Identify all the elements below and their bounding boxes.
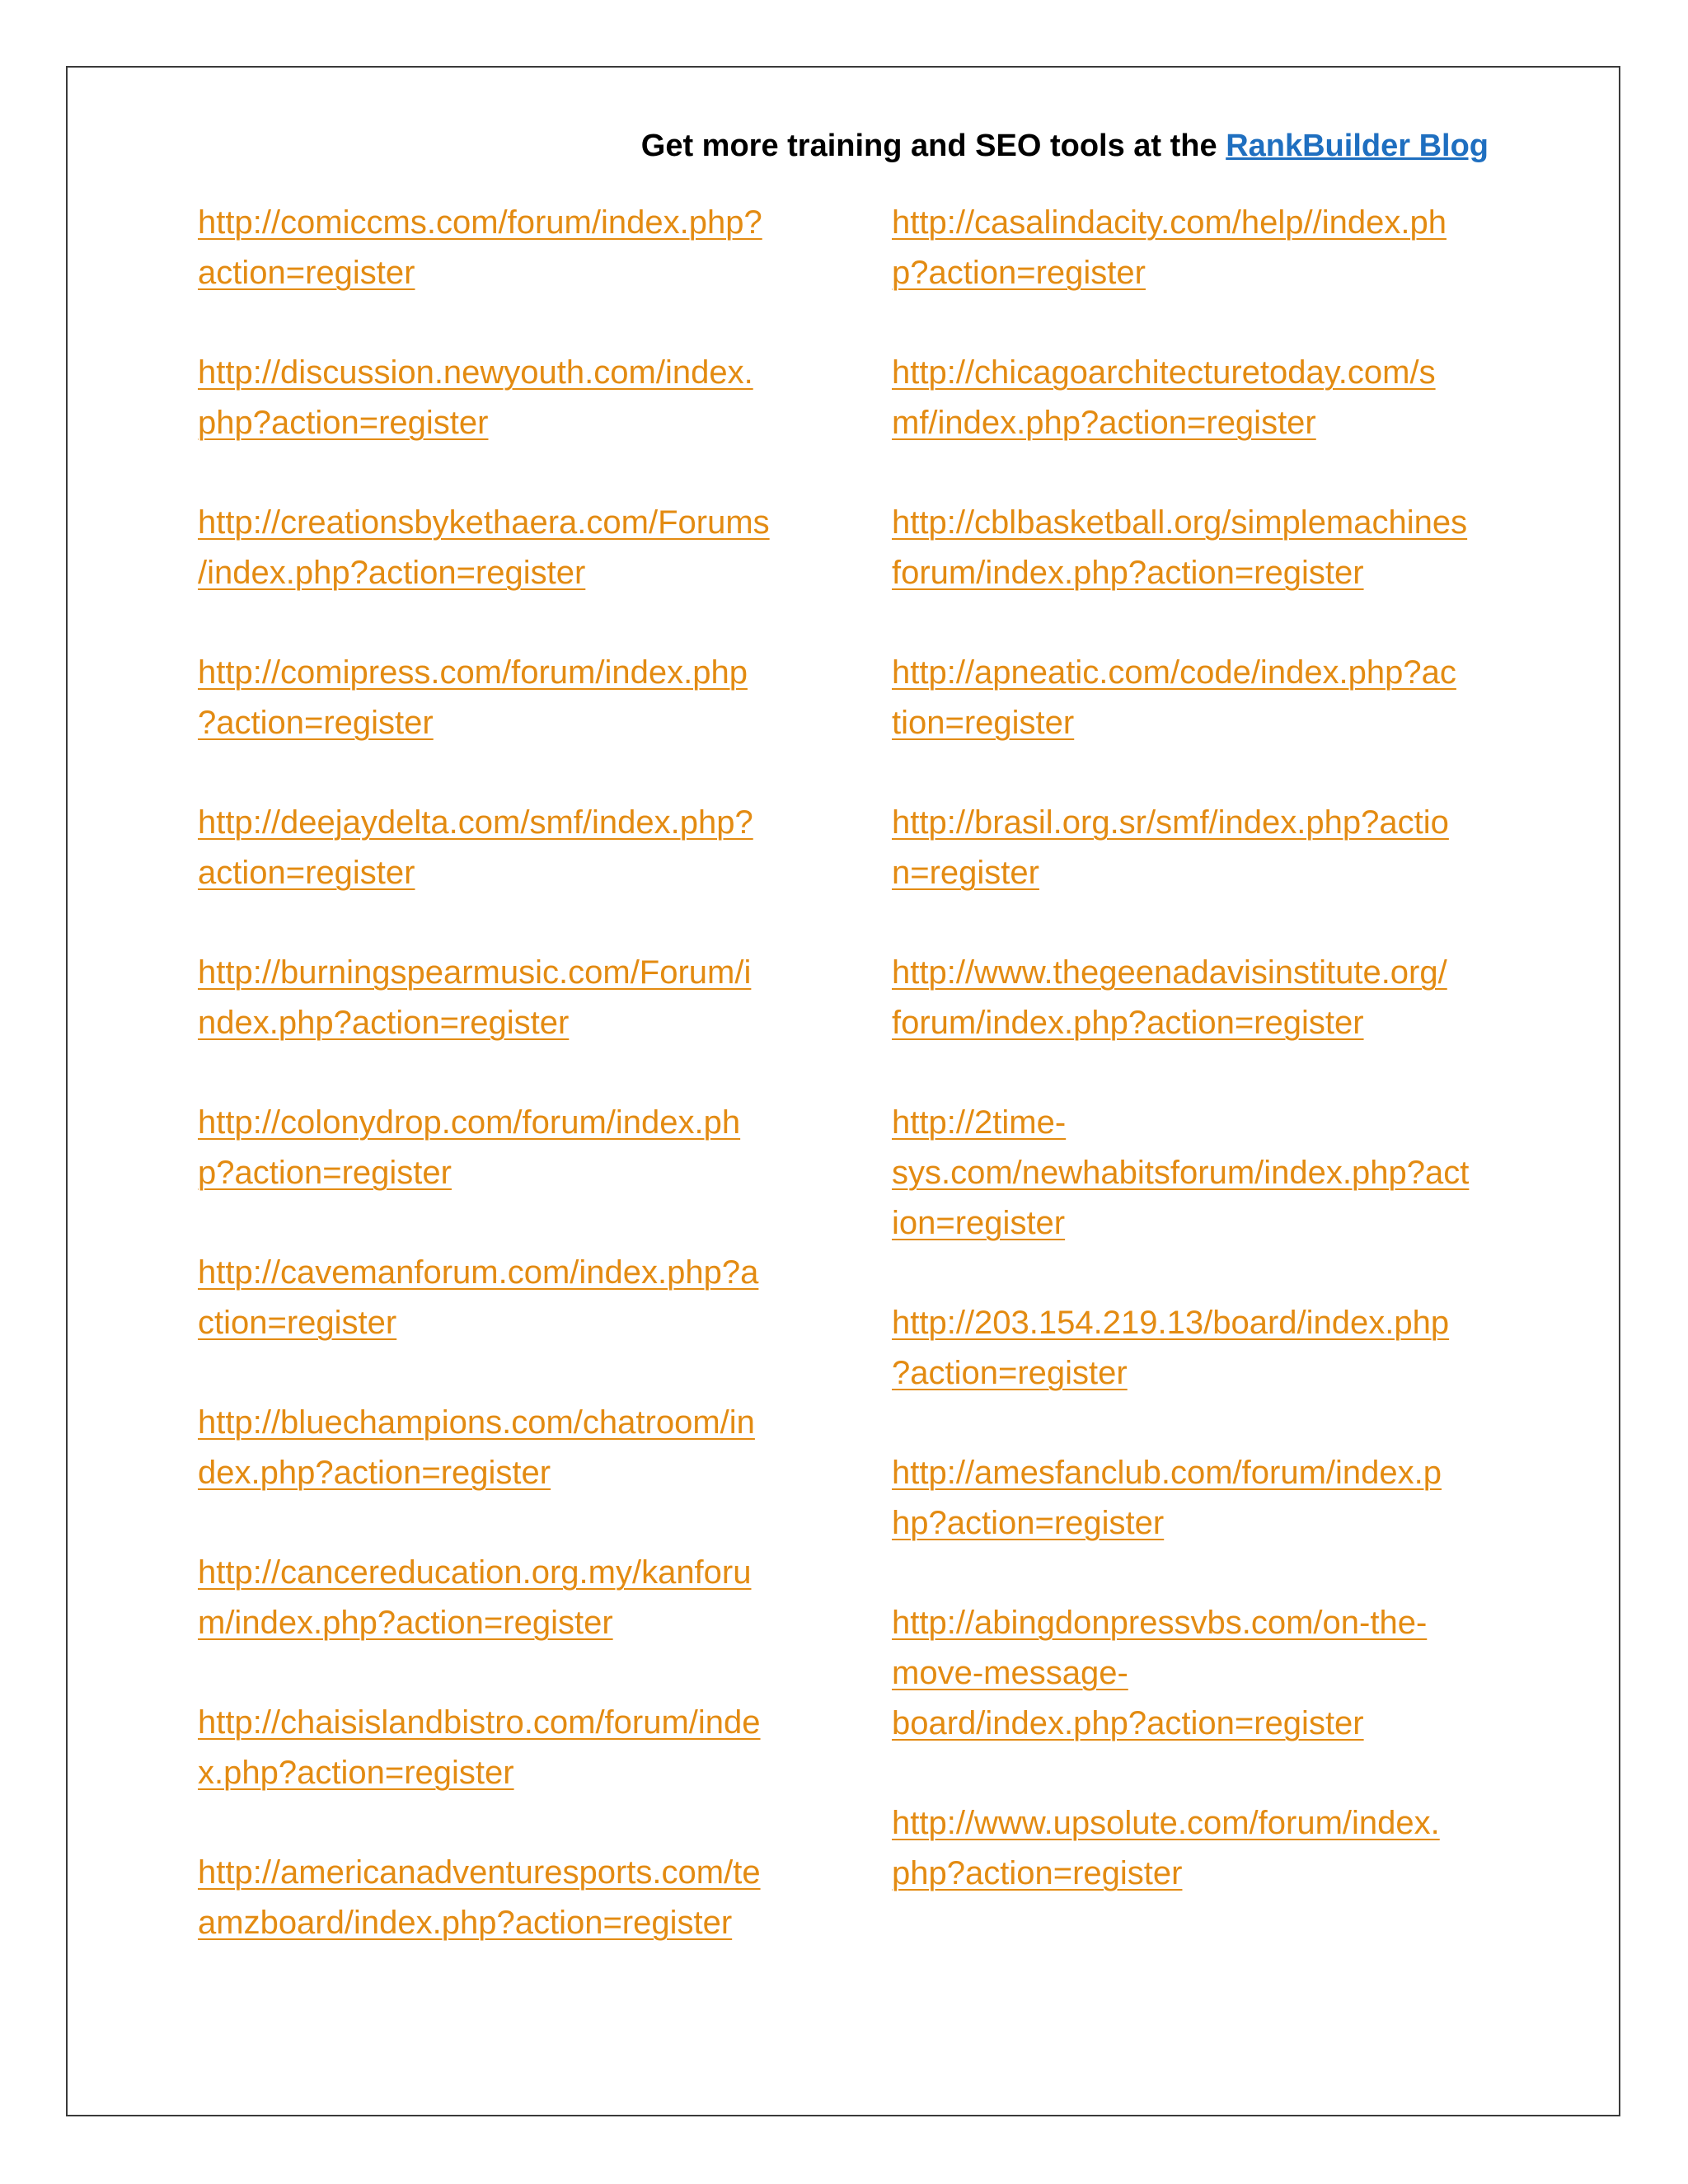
rankbuilder-blog-link[interactable]: RankBuilder Blog — [1226, 129, 1489, 163]
link-text-line: board/index.php?action=register — [892, 1705, 1364, 1741]
link-text-line: http://www.upsolute.com/forum/index. — [892, 1805, 1440, 1841]
register-link[interactable] — [198, 198, 824, 298]
link-text-line: http://deejaydelta.com/smf/index.php? — [198, 804, 753, 841]
link-text-line: ndex.php?action=register — [198, 1005, 570, 1041]
link-text-line: p?action=register — [892, 255, 1146, 291]
link-text-line: http://abingdonpressvbs.com/on-the- — [892, 1605, 1428, 1641]
register-link[interactable] — [198, 1398, 824, 1498]
link-text-line: http://203.154.219.13/board/index.php — [892, 1305, 1450, 1341]
register-link[interactable] — [198, 798, 824, 898]
link-text-line: ?action=register — [892, 1355, 1128, 1391]
link-text-line: http://cancereducation.org.my/kanforu — [198, 1554, 752, 1591]
link-text-line: action=register — [198, 255, 415, 291]
link-text-line: http://brasil.org.sr/smf/index.php?actio — [892, 804, 1449, 841]
link-text-line: move-message- — [892, 1655, 1128, 1691]
register-link[interactable] — [198, 1848, 824, 1948]
link-text-line: hp?action=register — [892, 1505, 1165, 1541]
link-text-line: http://casalindacity.com/help//index.ph — [892, 204, 1447, 241]
header-text: Get more training and SEO tools at the — [640, 129, 1226, 163]
register-link[interactable] — [892, 948, 1518, 1048]
register-link[interactable] — [198, 498, 824, 598]
link-text-line: forum/index.php?action=register — [892, 555, 1364, 591]
link-text-line: /index.php?action=register — [198, 555, 586, 591]
register-link[interactable] — [892, 1098, 1518, 1249]
link-text-line: http://chaisislandbistro.com/forum/inde — [198, 1704, 761, 1741]
link-text-line: p?action=register — [198, 1155, 452, 1191]
link-text-line: mf/index.php?action=register — [892, 405, 1316, 441]
link-text-line: http://discussion.newyouth.com/index. — [198, 354, 753, 391]
link-text-line: ion=register — [892, 1205, 1066, 1241]
link-text-line: sys.com/newhabitsforum/index.php?act — [892, 1155, 1470, 1191]
register-link[interactable] — [198, 648, 824, 748]
link-text-line: n=register — [892, 855, 1039, 891]
right-link-column — [892, 198, 1518, 1948]
link-text-line: http://cblbasketball.org/simplemachines — [892, 504, 1468, 541]
link-text-line: ?action=register — [198, 705, 434, 741]
link-text-line: http://www.thegeenadavisinstitute.org/ — [892, 954, 1447, 991]
link-text-line: http://colonydrop.com/forum/index.ph — [198, 1104, 741, 1141]
link-text-line: forum/index.php?action=register — [892, 1005, 1364, 1041]
link-text-line: http://2time- — [892, 1104, 1067, 1141]
register-link[interactable] — [892, 1598, 1518, 1749]
link-text-line: http://chicagoarchitecturetoday.com/s — [892, 354, 1436, 391]
register-link[interactable] — [892, 1298, 1518, 1399]
register-link[interactable] — [892, 1798, 1518, 1899]
link-text-line: x.php?action=register — [198, 1755, 514, 1791]
register-link[interactable] — [892, 798, 1518, 898]
link-text-line: http://amesfanclub.com/forum/index.p — [892, 1455, 1442, 1491]
link-text-line: ction=register — [198, 1305, 397, 1341]
register-link[interactable] — [198, 1248, 824, 1348]
link-text-line: http://burningspearmusic.com/Forum/i — [198, 954, 752, 991]
link-text-line: http://apneatic.com/code/index.php?ac — [892, 654, 1456, 691]
link-text-line: m/index.php?action=register — [198, 1605, 613, 1641]
register-link[interactable] — [198, 1548, 824, 1648]
register-link[interactable] — [892, 498, 1518, 598]
register-link[interactable] — [892, 198, 1518, 298]
link-text-line: action=register — [198, 855, 415, 891]
register-link[interactable] — [892, 1448, 1518, 1549]
page-header — [641, 129, 1489, 164]
register-link[interactable] — [198, 1698, 824, 1798]
link-text-line: dex.php?action=register — [198, 1455, 551, 1491]
left-link-column — [198, 198, 824, 1998]
register-link[interactable] — [198, 1098, 824, 1198]
link-text-line: http://comipress.com/forum/index.php — [198, 654, 748, 691]
link-text-line: amzboard/index.php?action=register — [198, 1905, 733, 1941]
link-text-line: http://creationsbykethaera.com/Forums — [198, 504, 770, 541]
link-text-line: http://americanadventuresports.com/te — [198, 1854, 761, 1891]
link-text-line: http://bluechampions.com/chatroom/in — [198, 1404, 755, 1441]
register-link[interactable] — [892, 348, 1518, 448]
register-link[interactable] — [198, 348, 824, 448]
link-text-line: php?action=register — [892, 1855, 1183, 1891]
link-text-line: http://comiccms.com/forum/index.php? — [198, 204, 762, 241]
link-text-line: http://cavemanforum.com/index.php?a — [198, 1254, 759, 1291]
register-link[interactable] — [892, 648, 1518, 748]
link-text-line: php?action=register — [198, 405, 489, 441]
register-link[interactable] — [198, 948, 824, 1048]
link-text-line: tion=register — [892, 705, 1075, 741]
